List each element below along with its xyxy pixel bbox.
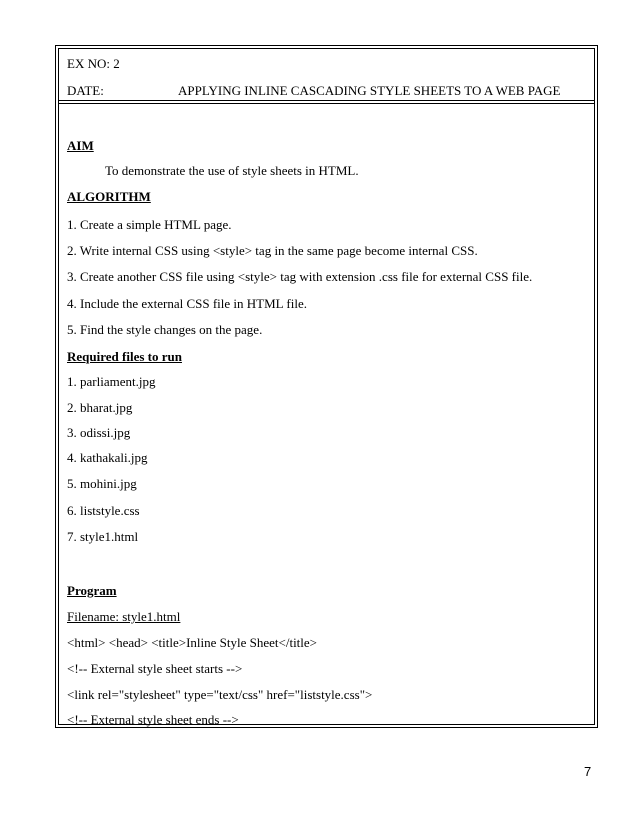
algorithm-step: 3. Create another CSS file using <style> tag with extension .css file for external CSS file. <box>67 269 533 284</box>
code-line: <html> <head> <title>Inline Style Sheet</title> <box>67 635 318 650</box>
header-band <box>59 49 594 104</box>
code-line: <link rel="stylesheet" type="text/css" href="liststyle.css"> <box>67 687 373 702</box>
algorithm-step: 4. Include the external CSS file in HTML file. <box>67 296 307 311</box>
document-frame <box>55 45 598 728</box>
program-filename: Filename: style1.html <box>67 609 181 624</box>
required-files-heading: Required files to run <box>67 349 182 364</box>
file-item: 5. mohini.jpg <box>67 476 137 491</box>
file-item: 3. odissi.jpg <box>67 425 131 440</box>
aim-heading: AIM <box>67 138 94 153</box>
page-title: APPLYING INLINE CASCADING STYLE SHEETS TO A WEB PAGE <box>178 83 561 98</box>
program-heading: Program <box>67 583 117 598</box>
date-label: DATE: <box>67 83 104 98</box>
file-item: 2. bharat.jpg <box>67 400 133 415</box>
algorithm-heading: ALGORITHM <box>67 189 151 204</box>
algorithm-step: 1. Create a simple HTML page. <box>67 217 232 232</box>
aim-text: To demonstrate the use of style sheets in HTML. <box>105 163 359 178</box>
ex-no: EX NO: 2 <box>67 56 120 71</box>
file-item: 4. kathakali.jpg <box>67 450 148 465</box>
algorithm-step: 2. Write internal CSS using <style> tag in the same page become internal CSS. <box>67 243 478 258</box>
file-item: 7. style1.html <box>67 529 139 544</box>
code-line: <!-- External style sheet ends --> <box>67 712 239 727</box>
page-number: 7 <box>584 764 592 779</box>
file-item: 6. liststyle.css <box>67 503 140 518</box>
algorithm-step: 5. Find the style changes on the page. <box>67 322 263 337</box>
file-item: 1. parliament.jpg <box>67 374 156 389</box>
code-line: <!-- External style sheet starts --> <box>67 661 243 676</box>
